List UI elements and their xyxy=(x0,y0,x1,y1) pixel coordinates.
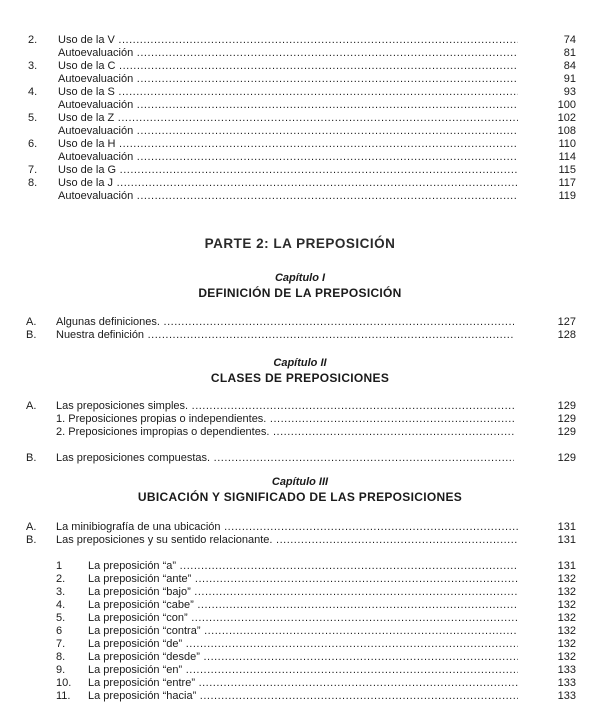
entry-label: Uso de la V ..... xyxy=(58,34,518,47)
chapter-label: Capítulo II xyxy=(273,357,327,369)
entry-page-number: 102 xyxy=(557,112,576,124)
entry-number: A. xyxy=(26,521,37,533)
entry-page-number: 110 xyxy=(558,138,576,150)
entry-number: 8. xyxy=(28,177,38,189)
entry-label: Uso de la Z ..... xyxy=(58,112,518,125)
entry-label: Autoevaluación ..... xyxy=(58,190,518,203)
entry-label: Algunas definiciones. ..... xyxy=(56,316,514,329)
entry-page-number: 100 xyxy=(557,99,576,111)
chapter-title: CLASES DE PREPOSICIONES xyxy=(210,371,390,385)
entry-page-number: 74 xyxy=(563,34,576,46)
entry-label: Autoevaluación ..... xyxy=(58,125,518,138)
entry-label: La preposición “en” ..... xyxy=(88,664,518,677)
toc-entry xyxy=(56,586,576,599)
entry-number: B. xyxy=(26,452,37,464)
toc-entry xyxy=(28,125,576,138)
entry-page-number: 132 xyxy=(557,612,576,624)
entry-number: 3. xyxy=(56,586,66,598)
entry-label: La preposición “a” ..... xyxy=(88,560,518,573)
chapter-label: Capítulo III xyxy=(271,476,329,488)
entry-label: Uso de la G ..... xyxy=(58,164,518,177)
entry-page-number: 133 xyxy=(557,677,576,689)
toc-entry xyxy=(26,316,576,329)
toc-entry xyxy=(56,573,576,586)
entry-label: La preposición “entre” ..... xyxy=(88,677,518,690)
toc-entry xyxy=(28,112,576,125)
toc-entry xyxy=(56,625,576,638)
entry-label: Autoevaluación ..... xyxy=(58,73,518,86)
toc-entry xyxy=(26,521,576,534)
chapter-title: UBICACIÓN Y SIGNIFICADO DE LAS PREPOSICIONES xyxy=(137,490,463,504)
entry-number: 4. xyxy=(56,599,66,611)
entry-page-number: 119 xyxy=(558,190,576,202)
entry-number: 10. xyxy=(56,677,72,689)
entry-page-number: 93 xyxy=(563,86,576,98)
entry-page-number: 81 xyxy=(563,47,576,59)
toc-entry xyxy=(28,34,576,47)
entry-page-number: 114 xyxy=(558,151,576,163)
entry-number: 3. xyxy=(28,60,38,72)
entry-label: Nuestra definición ..... xyxy=(56,329,514,342)
entry-page-number: 84 xyxy=(563,60,576,72)
entry-number: A. xyxy=(26,316,37,328)
entry-page-number: 132 xyxy=(557,586,576,598)
entry-page-number: 132 xyxy=(557,573,576,585)
toc-entry xyxy=(28,86,576,99)
entry-page-number: 131 xyxy=(557,534,576,546)
entry-label: La preposición “bajo” ..... xyxy=(88,586,518,599)
entry-label: Uso de la H ..... xyxy=(58,138,518,151)
toc-entry xyxy=(56,690,576,703)
entry-page-number: 129 xyxy=(557,426,576,438)
entry-page-number: 132 xyxy=(557,599,576,611)
entry-number: 9. xyxy=(56,664,66,676)
toc-entry xyxy=(26,534,576,547)
entry-page-number: 128 xyxy=(557,329,576,341)
entry-label: La preposición “ante” ..... xyxy=(88,573,518,586)
entry-page-number: 133 xyxy=(557,690,576,702)
entry-page-number: 131 xyxy=(557,560,576,572)
entry-label: Autoevaluación ..... xyxy=(58,151,518,164)
entry-number: 7. xyxy=(56,638,66,650)
entry-label: Las preposiciones y su sentido relacionante. ..... xyxy=(56,534,518,547)
entry-label: La preposición “contra” ..... xyxy=(88,625,518,638)
toc-entry xyxy=(26,413,576,426)
entry-label: La preposición “cabe” ..... xyxy=(88,599,518,612)
toc-entry xyxy=(28,164,576,177)
entry-number: 6. xyxy=(28,138,38,150)
entry-label: Uso de la C ..... xyxy=(58,60,518,73)
chapter-title: DEFINICIÓN DE LA PREPOSICIÓN xyxy=(198,286,402,300)
toc-entry xyxy=(28,60,576,73)
entry-page-number: 131 xyxy=(557,521,576,533)
entry-label: La minibiografía de una ubicación ..... xyxy=(56,521,518,534)
entry-number: 2. xyxy=(28,34,38,46)
toc-entry xyxy=(56,599,576,612)
entry-page-number: 108 xyxy=(557,125,576,137)
toc-entry xyxy=(28,138,576,151)
entry-label: Las preposiciones compuestas. ..... xyxy=(56,452,514,465)
entry-number: 2. xyxy=(56,573,66,585)
toc-entry xyxy=(56,651,576,664)
toc-entry xyxy=(28,73,576,86)
entry-label: Autoevaluación ..... xyxy=(58,47,518,60)
entry-number: A. xyxy=(26,400,37,412)
toc-entry xyxy=(26,329,576,342)
toc-entry xyxy=(26,452,576,465)
entry-page-number: 133 xyxy=(557,664,576,676)
entry-number: B. xyxy=(26,329,37,341)
entry-label: Uso de la S ..... xyxy=(58,86,518,99)
entry-label: Las preposiciones simples. ..... xyxy=(56,400,514,413)
toc-entry xyxy=(56,664,576,677)
toc-entry xyxy=(26,426,576,439)
entry-page-number: 129 xyxy=(557,452,576,464)
entry-page-number: 129 xyxy=(557,400,576,412)
entry-page-number: 132 xyxy=(557,651,576,663)
entry-label: 1. Preposiciones propias o independientes. ..... xyxy=(56,413,514,426)
entry-number: 11. xyxy=(56,690,71,702)
entry-page-number: 132 xyxy=(557,638,576,650)
toc-entry xyxy=(28,99,576,112)
entry-label: La preposición “hacia” ..... xyxy=(88,690,518,703)
chapter-label: Capítulo I xyxy=(274,272,326,284)
entry-label: Uso de la J ..... xyxy=(58,177,518,190)
toc-entry xyxy=(28,151,576,164)
entry-label: 2. Preposiciones impropias o dependientes. ..... xyxy=(56,426,514,439)
entry-label: La preposición “de” ..... xyxy=(88,638,518,651)
entry-label: La preposición “desde” ..... xyxy=(88,651,518,664)
entry-page-number: 91 xyxy=(563,73,576,85)
part-title: PARTE 2: LA PREPOSICIÓN xyxy=(204,236,396,251)
entry-number: 6 xyxy=(56,625,63,637)
entry-number: 1 xyxy=(56,560,63,572)
entry-page-number: 129 xyxy=(557,413,576,425)
entry-number: 5. xyxy=(28,112,38,124)
toc-entry xyxy=(56,560,576,573)
entry-label: Autoevaluación ..... xyxy=(58,99,518,112)
toc-entry xyxy=(56,677,576,690)
toc-entry xyxy=(28,177,576,190)
entry-number: 5. xyxy=(56,612,66,624)
toc-entry xyxy=(56,638,576,651)
toc-entry xyxy=(28,190,576,203)
entry-number: 4. xyxy=(28,86,38,98)
entry-page-number: 115 xyxy=(558,164,576,176)
entry-page-number: 127 xyxy=(557,316,576,328)
toc-entry xyxy=(28,47,576,60)
entry-number: 8. xyxy=(56,651,66,663)
toc-entry xyxy=(26,400,576,413)
entry-page-number: 117 xyxy=(558,177,576,189)
entry-number: 7. xyxy=(28,164,38,176)
entry-number: B. xyxy=(26,534,37,546)
entry-page-number: 132 xyxy=(557,625,576,637)
toc-entry xyxy=(56,612,576,625)
entry-label: La preposición “con” ..... xyxy=(88,612,518,625)
